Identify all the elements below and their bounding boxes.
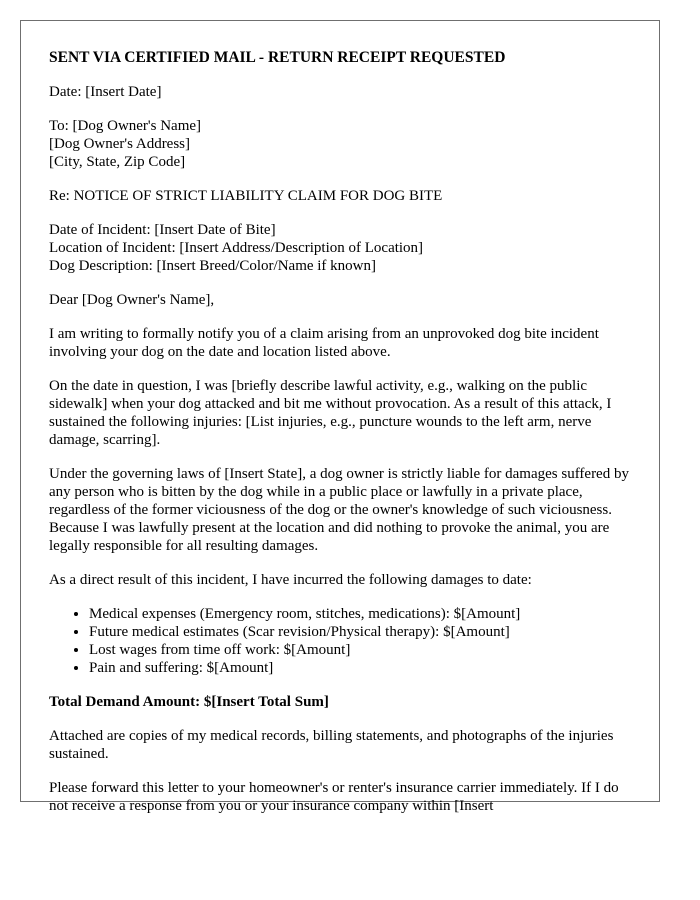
damages-list-item: • Lost wages from time off work: $[Amount] — [89, 641, 633, 659]
recipient-city-state-zip: [City, State, Zip Code] — [49, 154, 186, 170]
damages-list-item: • Medical expenses (Emergency room, stitches, medications): $[Amount] — [89, 605, 633, 623]
dog-description: Dog Description: [Insert Breed/Color/Name if known] — [49, 258, 377, 274]
intro-paragraph: I am writing to formally notify you of a claim arising from an unprovoked dog bite incident involving your dog on the date and location listed above. — [49, 326, 599, 360]
incident-paragraph: On the date in question, I was [briefly describe lawful activity, e.g., walking on the public sidewalk] when your dog attacked and bit me without provocation. As a result of this attack, I sustained the following injuries: [List injuries, e.g., puncture wounds to the left arm, nerve damage, scarring]. — [49, 378, 612, 448]
subject-line: Re: NOTICE OF STRICT LIABILITY CLAIM FOR DOG BITE — [49, 188, 443, 204]
letter-page — [20, 20, 660, 814]
mail-notice-heading: SENT VIA CERTIFIED MAIL - RETURN RECEIPT REQUESTED — [49, 49, 506, 66]
incident-location: Location of Incident: [Insert Address/Description of Location] — [49, 240, 424, 256]
letter-content — [49, 49, 633, 831]
incident-details — [49, 221, 633, 275]
recipient-name: To: [Dog Owner's Name] — [49, 118, 202, 134]
attachments-paragraph: Attached are copies of my medical records, billing statements, and photographs of the injuries sustained. — [49, 728, 614, 762]
damages-list-item: • Future medical estimates (Scar revision/Physical therapy): $[Amount] — [89, 623, 633, 641]
damages-list-item: • Pain and suffering: $[Amount] — [89, 659, 633, 677]
salutation: Dear [Dog Owner's Name], — [49, 292, 215, 308]
closing-paragraph: Please forward this letter to your homeowner's or renter's insurance carrier immediately. If I do not receive a response from you or your insurance company within [Insert — [49, 780, 619, 814]
recipient-block — [49, 117, 633, 171]
damages-intro-paragraph: As a direct result of this incident, I have incurred the following damages to date: — [49, 572, 532, 588]
recipient-address: [Dog Owner's Address] — [49, 136, 191, 152]
damages-list — [49, 605, 633, 677]
legal-basis-paragraph: Under the governing laws of [Insert State], a dog owner is strictly liable for damages suffered by any person who is bitten by the dog while in a public place or lawfully in a private place, regardless of the former viciousness of the dog or the owner's knowledge of such viciousness. Because I was lawfully present at the location and did nothing to provoke the animal, you are legally responsible for all resulting damages. — [49, 466, 629, 554]
incident-date: Date of Incident: [Insert Date of Bite] — [49, 222, 276, 238]
date-line: Date: [Insert Date] — [49, 84, 162, 100]
total-demand: Total Demand Amount: $[Insert Total Sum] — [49, 694, 329, 710]
